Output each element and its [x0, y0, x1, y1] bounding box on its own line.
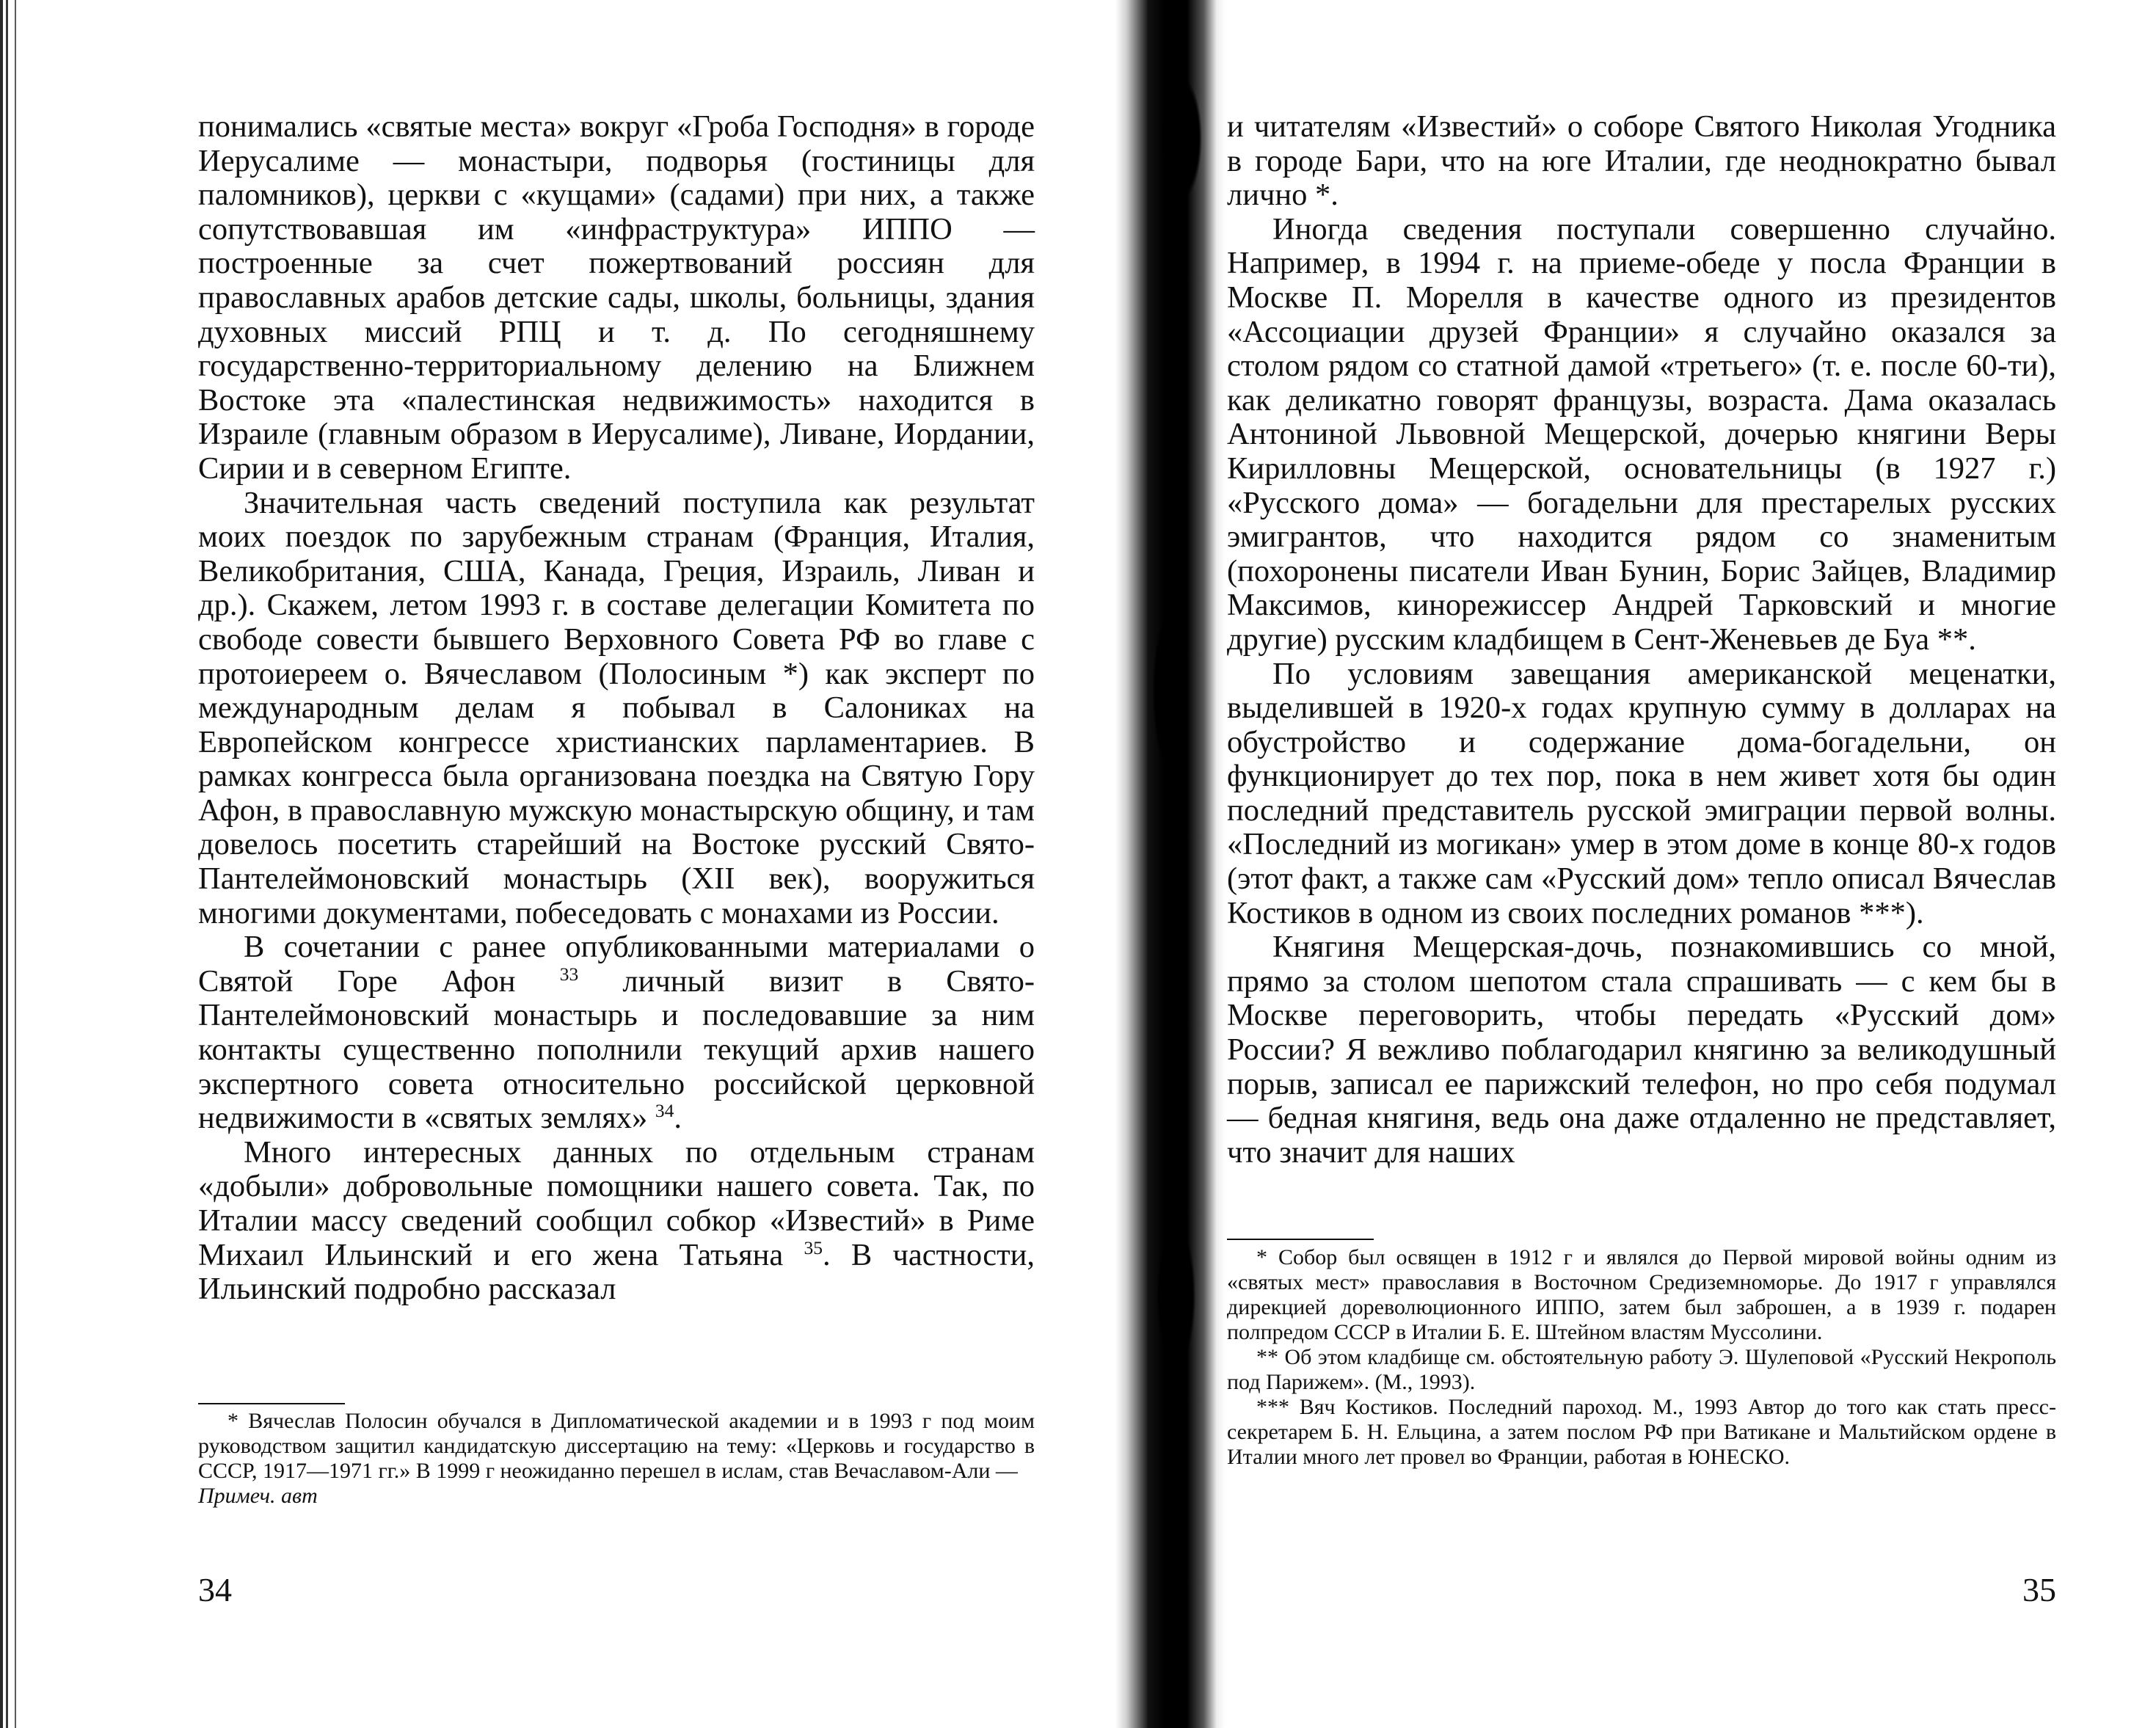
right-page	[1227, 0, 2056, 1728]
left-paragraph-3-end: .	[674, 1101, 682, 1136]
binding-edge	[0, 0, 29, 1728]
page-number-left: 34	[198, 1571, 232, 1608]
left-footnote-1: * Вячеслав Полосин обучался в Дипломатической академии и в 1993 г под моим руководством защитил кандидатскую диссертацию на тему: «Церковь и государство в СССР, 1917—1971 гг.» В 1999 г неожиданно перешел в ислам, став Вечаславом-Али —	[198, 1409, 1035, 1483]
right-paragraph-3: По условиям завещания американской меценатки, выделившей в 1920-х годах крупную сумму в долларах на обустройство и содержание дома-богадельни, он функционирует до тех пор, пока в нем живет хотя бы один последний представитель русской эмиграции первой волны. «Последний из могикан» умер в этом доме в конце 80-х годов (этот факт, а также сам «Русский дом» тепло описал Вячеслав Костиков в одном из своих последних романов ***).	[1227, 656, 2056, 930]
right-paragraph-1: и читателям «Известий» о соборе Святого Николая Угодника в городе Бари, что на юге Италии, где неоднократно бывал лично *.	[1227, 109, 2056, 213]
right-paragraph-4: Княгиня Мещерская-дочь, познакомившись со мной, прямо за столом шепотом стала спрашивать — с кем бы в Москве переговорить, чтобы передать «Русский дом» России? Я вежливо поблагодарил княгиню за великодушный порыв, записал ее парижский телефон, но про себя подумал — бедная княгиня, ведь она даже отдаленно не представляет, что значит для наших	[1227, 930, 2056, 1170]
left-page	[198, 0, 1035, 1728]
left-paragraph-4-rest: . В частности, Ильинский подробно рассказал	[198, 1237, 1035, 1307]
left-paragraph-1: понимались «святые места» вокруг «Гроба Господня» в городе Иерусалиме — монастыри, подворья (гостиницы для паломников), церкви с «кущами» (садами) при них, а также сопутствовавшая им «инфраструктура» ИППО — построенные за счет пожертвований россиян для православных арабов детские сады, школы, больницы, здания духовных миссий РПЦ и т. д. По сегодняшнему государственно-территориальному делению на Ближнем Востоке эта «палестинская недвижимость» находится в Израиле (главным образом в Иерусалиме), Ливане, Иордании, Сирии и в северном Египте.	[198, 109, 1035, 486]
left-paragraph-2: Значительная часть сведений поступила как результат моих поездок по зарубежным странам (Франция, Италия, Великобритания, США, Канада, Греция, Израиль, Ливан и др.). Скажем, летом 1993 г. в составе делегации Комитета по свободе совести бывшего Верховного Совета РФ во главе с протоиереем о. Вячеславом (Полосиным *) как эксперт по международным делам я побывал в Салониках на Европейском конгрессе христианских парламентариев. В рамках конгресса была организована поездка на Святую Гору Афон, в православную мужскую монастырскую общину, и там довелось посетить старейший на Востоке русский Свято-Пантелеймоновский монастырь (XII век), вооружиться многими документами, побеседовать с монахами из России.	[198, 485, 1035, 930]
left-paragraph-4-start: Много интересных данных по отдельным странам «добыли» добровольные помощники нашего совета. Так, по Италии массу сведений сообщил собкор «Известий» в Риме Михаил Ильинский и его жена Татьяна	[198, 1134, 1035, 1272]
right-footnote-1: * Собор был освящен в 1912 г и являлся до Первой мировой войны одним из «святых мест» православия в Восточном Средиземноморье. До 1917 г управлялся дирекцией дореволюционного ИППО, затем был заброшен, а в 1939 г. подарен полпредом СССР в Италии Б. Е. Штейном властям Муссолини.	[1227, 1245, 2056, 1344]
right-paragraph-2: Иногда сведения поступали совершенно случайно. Например, в 1994 г. на приеме-обеде у посла Франции в Москве П. Морелля в качестве одного из президентов «Ассоциации друзей Франции» я случайно оказался за столом рядом со статной дамой «третьего» (т. е. после 60-ти), как деликатно говорят французы, возраста. Дама оказалась Антониной Львовной Мещерской, дочерью княгини Веры Кирилловны Мещерской, основательницы (в 1927 г.) «Русского дома» — богадельни для престарелых русских эмигрантов, что находится рядом со знаменитым (похоронены писатели Иван Бунин, Борис Зайцев, Владимир Максимов, кинорежиссер Андрей Тарковский и многие другие) русским кладбищем в Сент-Женевьев де Буа **.	[1227, 211, 2056, 657]
footnote-ref-34: 34	[655, 1100, 674, 1122]
left-body-text	[198, 110, 1035, 1307]
left-paragraph-4	[198, 1136, 1035, 1307]
left-paragraph-3-rest: личный визит в Свято-Пантелеймоновский монастырь и последовавшие за ним контакты существенно пополнили текущий архив нашего экспертного совета относительно российской церковной недвижимости в «святых землях»	[198, 963, 1035, 1136]
right-footnote-3: *** Вяч Костиков. Последний пароход. М., 1993 Автор до того как стать пресс-секретарем Б. Н. Ельцина, а затем послом РФ при Ватикане и Мальтийском ордене в Италии много лет провел во Франции, работая в ЮНЕСКО.	[1227, 1395, 2056, 1469]
right-footnote-2: ** Об этом кладбище см. обстоятельную работу Э. Шулеповой «Русский Некрополь под Парижем». (М., 1993).	[1227, 1345, 2056, 1394]
book-gutter	[1115, 0, 1226, 1728]
left-footnotes	[198, 1409, 1035, 1509]
left-paragraph-3	[198, 930, 1035, 1136]
footnote-ref-33: 33	[559, 963, 579, 985]
right-body-text	[1227, 110, 2056, 1170]
footnote-ref-35: 35	[804, 1236, 823, 1258]
page-number-right: 35	[2022, 1571, 2056, 1608]
right-footnotes	[1227, 1245, 2056, 1470]
left-footnote-note: Примеч. авт	[198, 1484, 318, 1508]
left-paragraph-3-start: В сочетании с ранее опубликованными материалами о Святой Горе Афон	[198, 930, 1035, 999]
right-footnote-rule	[1227, 1239, 1374, 1240]
left-footnote-rule	[198, 1403, 345, 1404]
